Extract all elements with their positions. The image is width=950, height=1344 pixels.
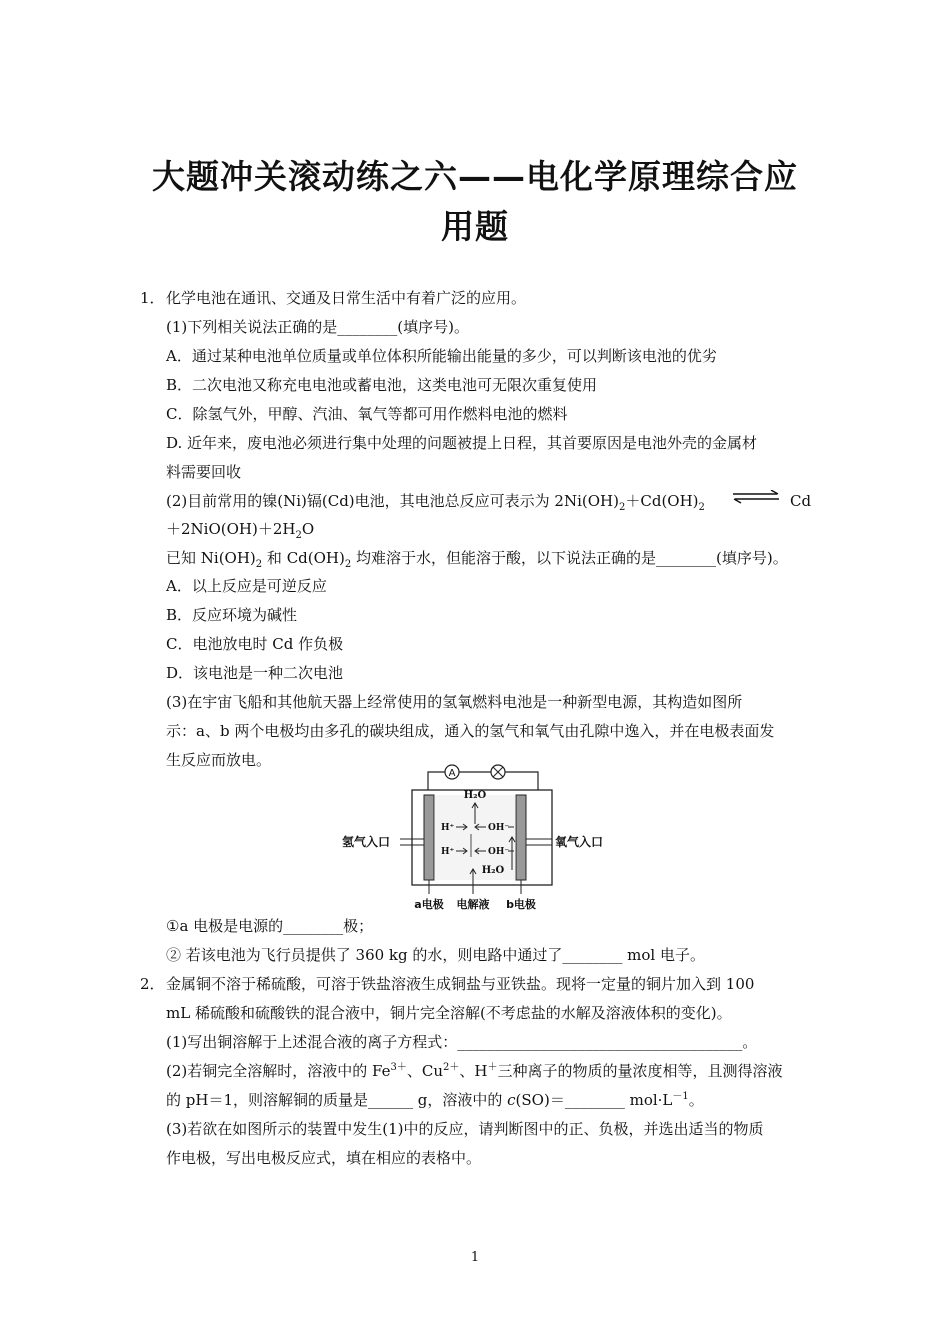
electrode-a-label: a电极 [414,898,444,911]
q1-part2-equation-line2: $+2NiO(OH)+2H_2O$ [166,520,315,541]
electrode-b-label: b电极 [506,898,536,911]
h-ion-row2: H⁺ [441,847,455,857]
q1-part3-question-b: ② 若该电池为飞行员提供了 360 kg 的水，则电路中通过了________ mol 电子。 [166,946,705,964]
q2-part2-line2: 的 pH＝1，则溶解铜的质量是______ g，溶液中的 c(SO)＝________ $mol\cdot L^{-1}$。 [166,1091,704,1109]
q1-part1-prompt: (1)下列相关说法正确的是________(填序号)。 [166,318,469,336]
q2-part3-line2: 作电极，写出电极反应式，填在相应的表格中。 [166,1149,482,1167]
q1-part1-option-c: C．除氢气外，甲醇、汽油、氧气等都可用作燃料电池的燃料 [166,405,568,423]
title-line-2: 用题 [441,207,509,246]
q2-part2-line1: (2)若铜完全溶解时，溶液中的 $Fe^{3+}$、$Cu^{2+}$、H＋三种离子的物质的量浓度相等，且测得溶液 [166,1062,783,1080]
circuit-wire [428,772,538,790]
q1-stem: 化学电池在通讯、交通及日常生活中有着广泛的应用。 [166,289,527,307]
page-title [120,152,830,252]
q1-part1-option-d-line1: D. 近年来，废电池必须进行集中处理的问题被提上日程，其首要原因是电池外壳的金属材 [166,434,758,452]
q1-part2-option-b: B．反应环境为碱性 [166,606,298,624]
electrode-a [424,795,434,880]
oh-ion-row1: OH⁻ [488,823,510,833]
q2-stem-line1: 金属铜不溶于稀硫酸，可溶于铁盐溶液生成铜盐与亚铁盐。现将一定量的铜片加入到 100 [166,975,755,993]
hydrogen-inlet-label: 氢气入口 [342,835,391,849]
q2-part3-line1: (3)若欲在如图所示的装置中发生(1)中的反应，请判断图中的正、负极，并选出适当的物质 [166,1120,764,1138]
q1-part2-given: 已知 $Ni(OH)_2$ 和 $Cd(OH)_2$ 均难溶于水，但能溶于酸，以下说法正确的是________(填序号)。 [166,549,788,570]
page-number: 1 [470,1250,480,1265]
oxygen-inlet-label: 氧气入口 [555,835,604,849]
ammeter-label: A [448,768,456,779]
fuel-cell-diagram [340,762,615,912]
q2-number: 2． [140,975,165,993]
q1-part2-equation-product-cd: Cd [790,492,812,510]
q1-part2-option-c: C．电池放电时 Cd 作负极 [166,635,344,653]
q1-part2-option-d: D．该电池是一种二次电池 [166,664,344,682]
h2o-top-label: H₂O [463,790,487,801]
h-ion-row1: H⁺ [441,823,455,833]
q2-stem-line2: mL 稀硫酸和硫酸铁的混合液中，铜片完全溶解(不考虑盐的水解及溶液体积的变化)。 [166,1004,732,1022]
q1-part3-line2: 示：a、b 两个电极均由多孔的碳块组成，通入的氢气和氧气由孔隙中逸入，并在电极表面发 [166,722,775,740]
q2-part1: (1)写出铜溶解于上述混合液的离子方程式：______________________________________。 [166,1033,758,1051]
q1-part3-line1: (3)在宇宙飞船和其他航天器上经常使用的氢氧燃料电池是一种新型电源，其构造如图所 [166,693,743,711]
electrolyte-label: 电解液 [456,898,490,911]
q1-part2-option-a: A．以上反应是可逆反应 [166,577,327,595]
q1-part3-line3: 生反应而放电。 [166,751,272,769]
q1-part3-question-a: ①a 电极是电源的________极； [166,917,374,935]
q1-part1-option-b: B．二次电池又称充电电池或蓄电池，这类电池可无限次重复使用 [166,376,598,394]
oh-ion-row2: OH⁻ [488,847,510,857]
q1-part2-equation-line1: (2)目前常用的镍(Ni)镉(Cd)电池，其电池总反应可表示为 $2Ni(OH)_2+Cd(OH)_2$ [166,492,705,513]
electrode-b [516,795,526,880]
title-line-1: 大题冲关滚动练之六——电化学原理综合应 [152,157,798,196]
reversible-reaction-arrow-icon [733,490,781,504]
q1-number: 1． [140,289,165,307]
h2o-bottom-label: H₂O [481,865,505,876]
q1-part1-option-a: A．通过某种电池单位质量或单位体积所能输出能量的多少，可以判断该电池的优劣 [166,347,717,365]
q1-part1-option-d-line2: 料需要回收 [166,463,242,481]
